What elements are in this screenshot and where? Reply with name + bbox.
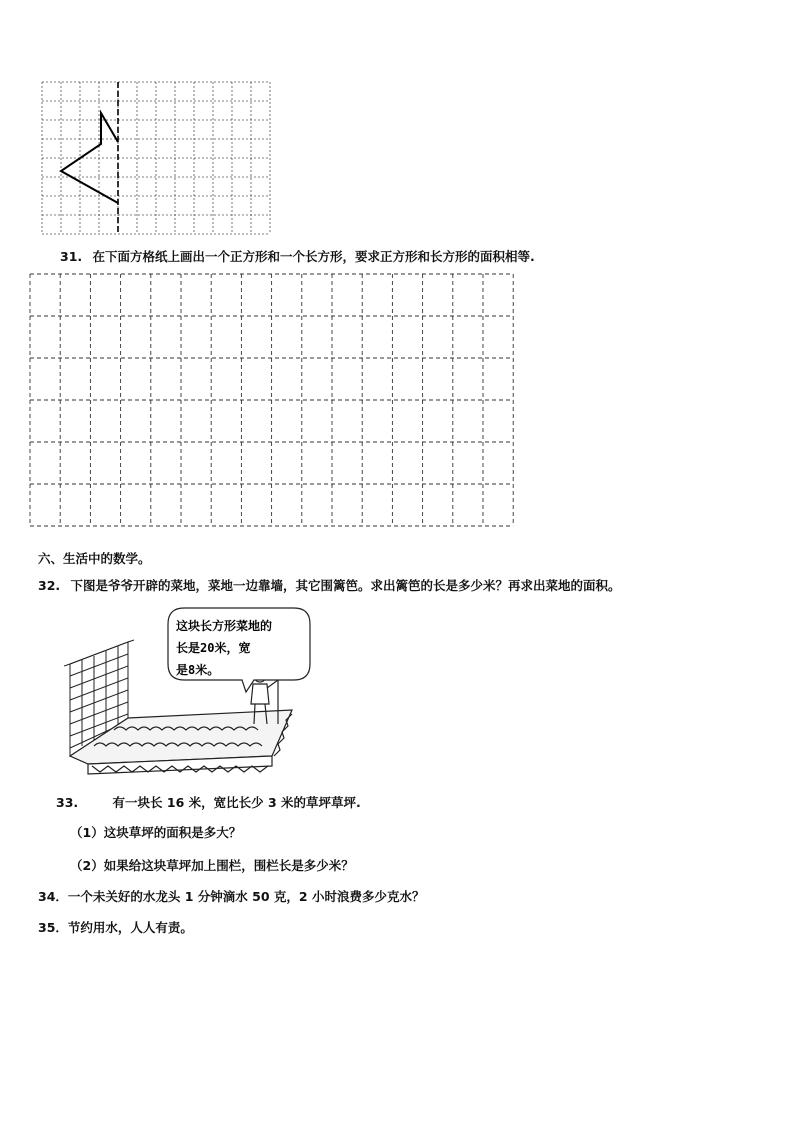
half-figure-shape: [61, 113, 118, 203]
bubble-line-1: 这块长方形菜地的: [176, 619, 273, 633]
bubble-line-3: 是8米。: [176, 663, 220, 677]
section-heading: 六、生活中的数学。: [38, 551, 151, 566]
question-34: 34．一个未关好的水龙头 1 分钟滴水 50 克，2 小时浪费多少克水？: [38, 889, 425, 904]
symmetry-figure-grid: [40, 80, 276, 235]
bubble-line-2: 长是20米，宽: [176, 641, 251, 655]
question-32: [38, 580, 621, 593]
question-text: 在下面方格纸上画出一个正方形和一个长方形，要求正方形和长方形的面积相等.: [92, 249, 535, 264]
question-text: 下图是爷爷开辟的菜地，菜地一边靠墙，其它围篱笆。求出篱笆的长是多少米？再求出菜地的面积。: [70, 578, 621, 593]
question-text: 有一块长 16 米，宽比长少 3 米的草坪草坪.: [112, 795, 361, 810]
question-33: [56, 797, 361, 810]
question-31: [60, 251, 535, 264]
answer-grid[interactable]: [28, 272, 516, 528]
question-number: 32.: [38, 578, 61, 593]
question-35: 35．节约用水，人人有责。: [38, 920, 193, 935]
question-33-part-1: （1）这块草坪的面积是多大？: [70, 825, 242, 840]
question-number: 33.: [56, 795, 79, 810]
question-33-part-2: （2）如果给这块草坪加上围栏，围栏长是多少米？: [70, 858, 354, 873]
question-number: 31.: [60, 249, 83, 264]
vegetable-garden-illustration: [64, 606, 314, 776]
